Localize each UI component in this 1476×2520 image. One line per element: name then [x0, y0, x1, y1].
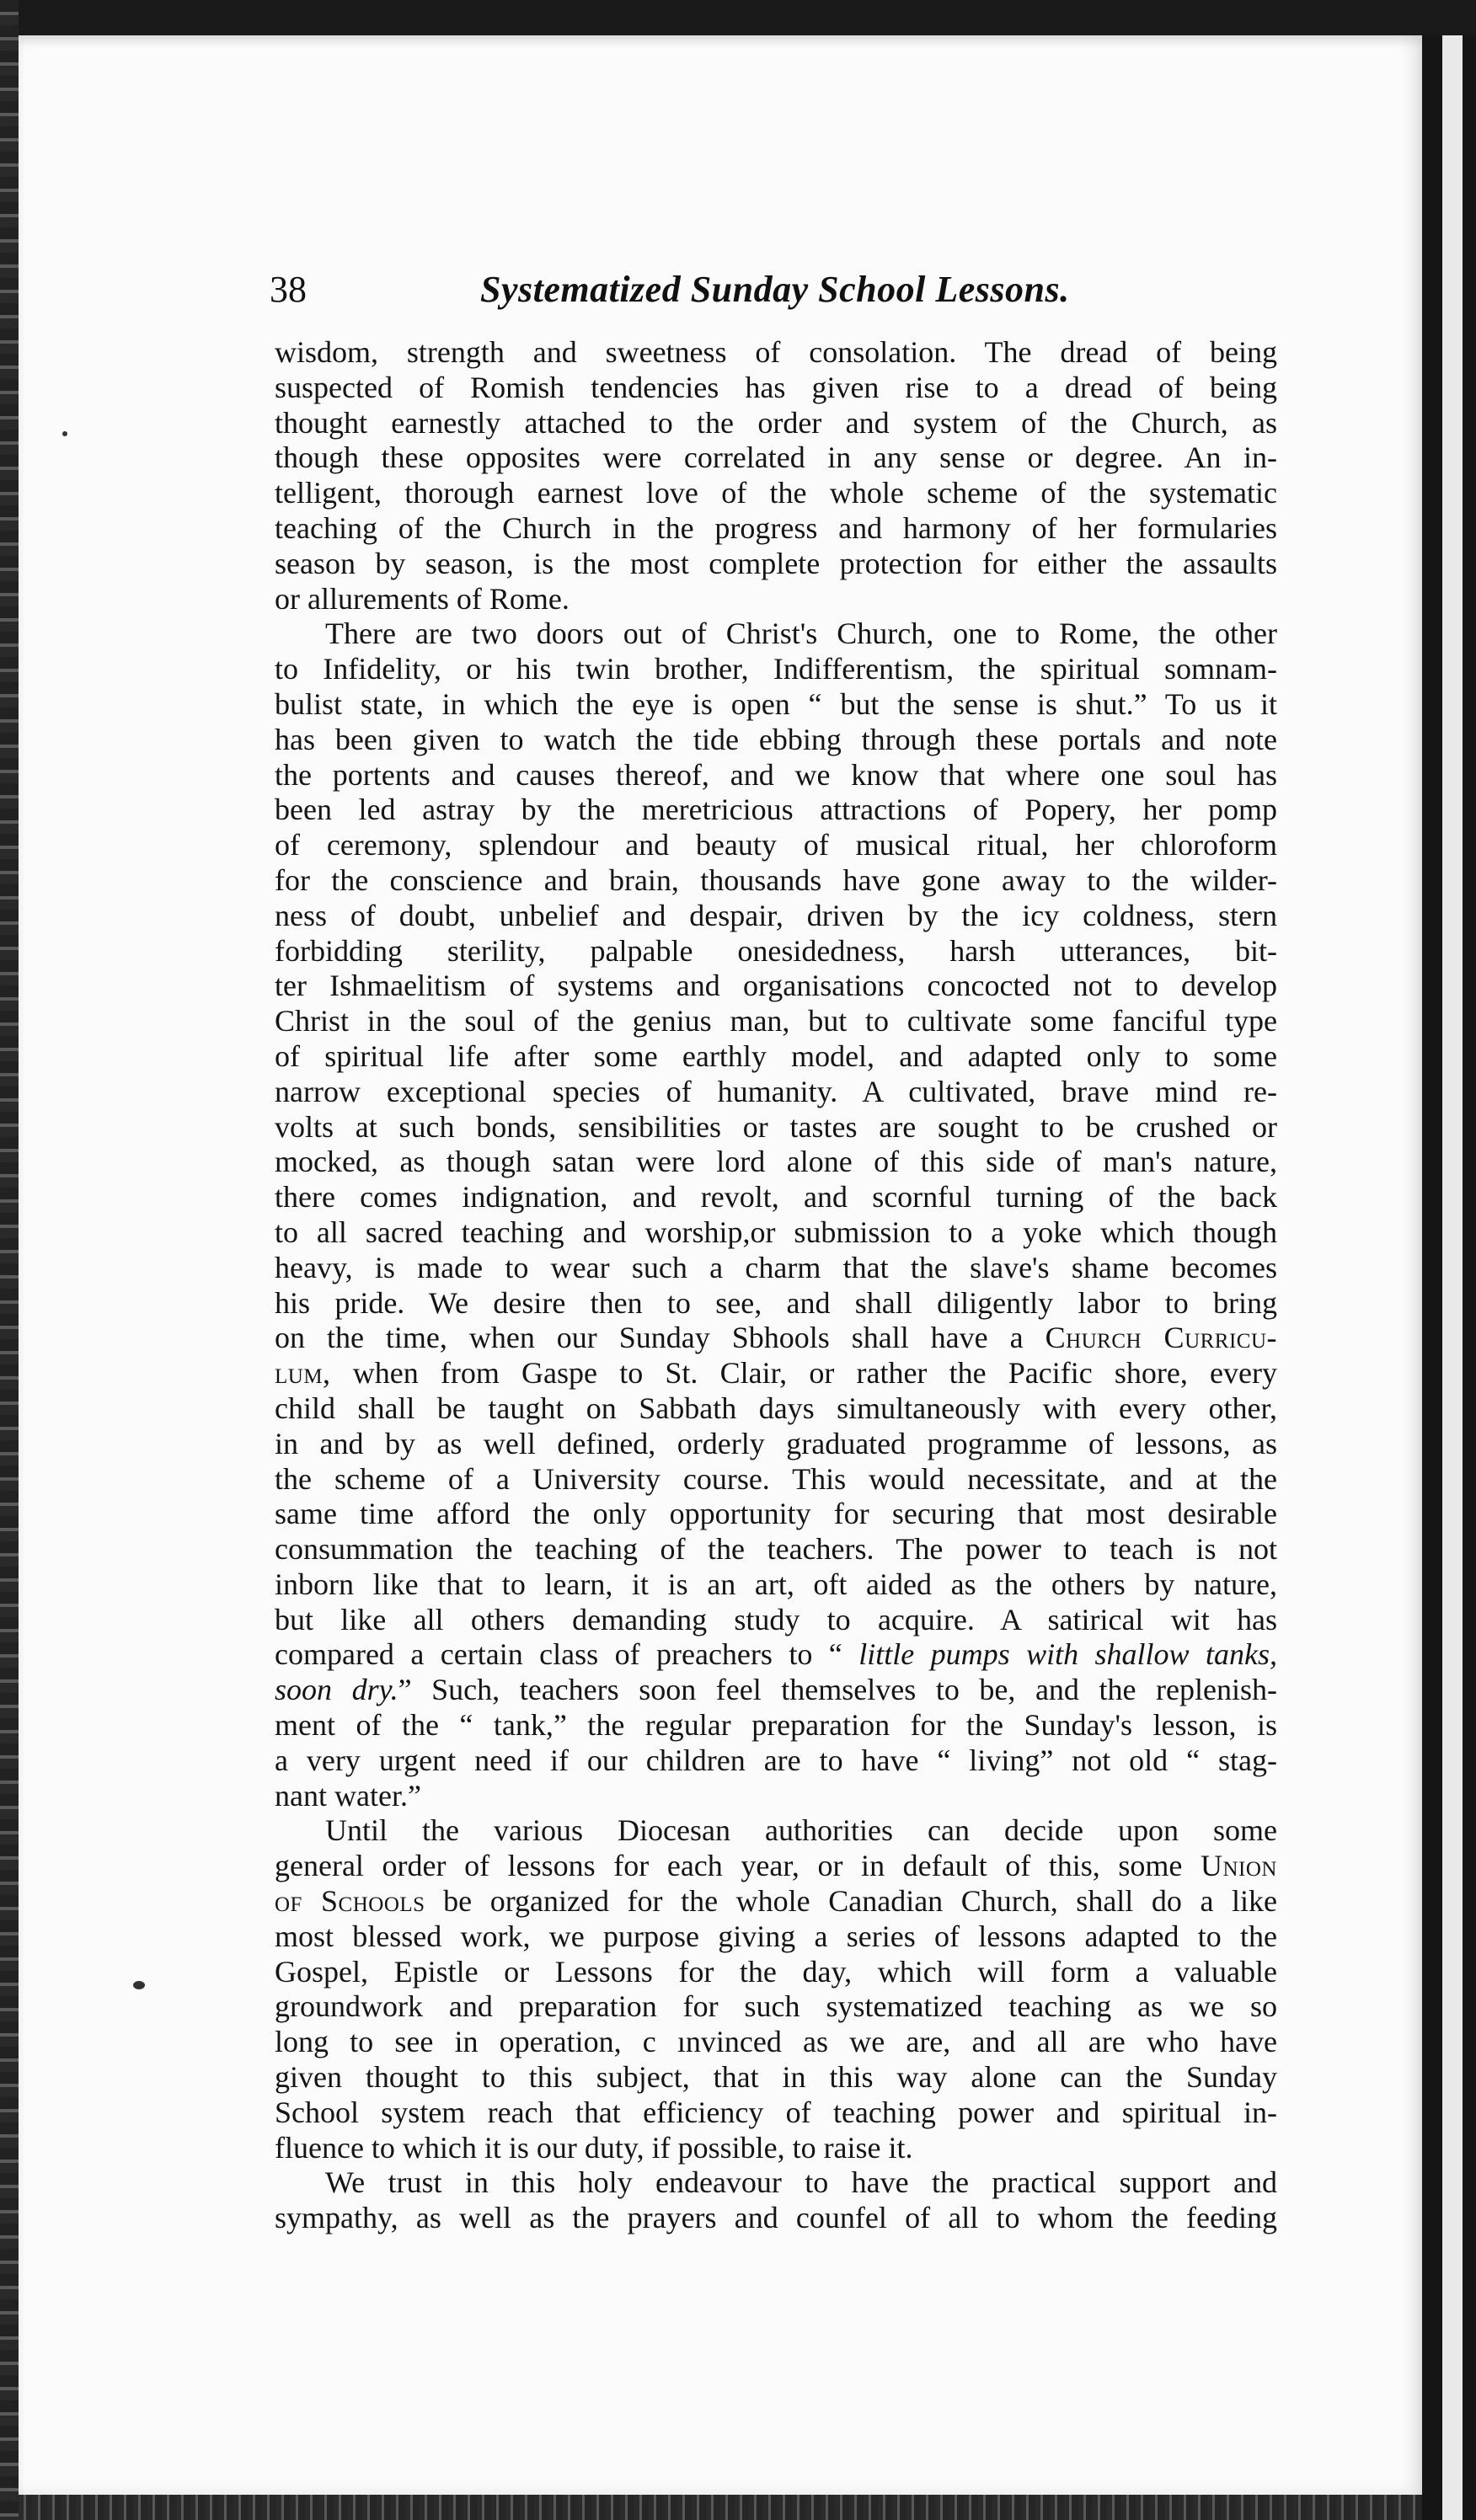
text-line: been led astray by the meretricious attractions of Popery, her pomp [275, 793, 1277, 827]
small-caps-run: Union [1201, 1849, 1277, 1883]
text-line: long to see in operation, c ınvinced as we are, and all are who have [275, 2025, 1277, 2059]
text-line: ter Ishmaelitism of systems and organisations concocted not to develop [275, 969, 1277, 1003]
text-line: season by season, is the most complete protection for either the assaults [275, 546, 1277, 580]
text-line: but like all others demanding study to acquire. A satirical wit has [275, 1602, 1277, 1636]
paragraph-1 [275, 335, 1277, 617]
italic-run: little pumps with shallow tanks, [858, 1637, 1277, 1672]
text-line: heavy, is made to wear such a charm that the slave's shame becomes [275, 1250, 1277, 1284]
page-number: 38 [270, 269, 307, 310]
text-line: has been given to watch the tide ebbing through these portals and note [275, 722, 1277, 756]
text-line: teaching of the Church in the progress and harmony of her formularies [275, 510, 1277, 545]
scan-left-edge [0, 0, 19, 2520]
text-line: given thought to this subject, that in this way alone can the Sunday [275, 2060, 1277, 2095]
text-line: to all sacred teaching and worship,or submission to a yoke which though [275, 1215, 1277, 1249]
small-caps-run: Church Curricu- [1045, 1321, 1278, 1355]
text-line [275, 1637, 1277, 1673]
text-line: consummation the teaching of the teachers. The power to teach is not [275, 1532, 1277, 1567]
text-line: ness of doubt, unbelief and despair, driven by the icy coldness, stern [275, 898, 1277, 932]
text-line: most blessed work, we purpose giving a series of lessons adapted to the [275, 1919, 1277, 1953]
body-text [275, 335, 1277, 2236]
adjacent-page-edge [1442, 35, 1463, 2520]
text-line: the portents and causes thereof, and we know that where one soul has [275, 757, 1277, 792]
paragraph-4 [275, 2165, 1277, 2236]
text-line: there comes indignation, and revolt, and scornful turning of the back [275, 1180, 1277, 1215]
running-head [270, 268, 1281, 318]
text-line: There are two doors out of Christ's Church, one to Rome, the other [325, 617, 1277, 651]
text-line [275, 1884, 1277, 1919]
text-line: of spiritual life after some earthly model, and adapted only to some [275, 1038, 1277, 1073]
text-line: the scheme of a University course. This would necessitate, and at the [275, 1461, 1277, 1496]
small-caps-run: lum, [275, 1356, 331, 1391]
text-line: nant water.” [275, 1778, 421, 1813]
text-line: fluence to which it is our duty, if possible, to raise it. [275, 2130, 913, 2165]
text-line: of ceremony, splendour and beauty of musical ritual, her chloroform [275, 828, 1277, 862]
text-line [275, 1321, 1277, 1356]
ink-speck [133, 1981, 145, 1989]
text-line: ment of the “ tank,” the regular preparation for the Sunday's lesson, is [275, 1708, 1277, 1743]
text-line: or allurements of Rome. [275, 581, 570, 616]
text-run: compared a certain class of preachers to “ [275, 1637, 859, 1672]
text-run: general order of lessons for each year, or in default of this, some [275, 1849, 1201, 1883]
text-line: forbidding sterility, palpable onesidedness, harsh utterances, bit- [275, 933, 1277, 968]
text-run: on the time, when our Sunday Sbhools shall have a [275, 1321, 1046, 1355]
text-line: though these opposites were correlated in any sense or degree. An in- [275, 440, 1277, 475]
scan-top-border [0, 0, 1476, 35]
text-line [275, 1356, 1277, 1391]
text-line: School system reach that efficiency of teaching power and spiritual in- [275, 2095, 1277, 2129]
text-line [275, 1673, 1277, 1708]
text-line: child shall be taught on Sabbath days simultaneously with every other, [275, 1391, 1277, 1425]
text-line: bulist state, in which the eye is open “ but the sense is shut.” To us it [275, 686, 1277, 721]
ink-speck [62, 431, 67, 436]
text-line: suspected of Romish tendencies has given rise to a dread of being [275, 370, 1277, 404]
text-line: volts at such bonds, sensibilities or tastes are sought to be crushed or [275, 1109, 1277, 1144]
scan-bottom-border [19, 2495, 1422, 2520]
small-caps-run: of Schools [275, 1884, 425, 1919]
text-line: mocked, as though satan were lord alone of this side of man's nature, [275, 1145, 1277, 1179]
text-line: wisdom, strength and sweetness of consolation. The dread of being [275, 335, 1277, 369]
text-line: same time afford the only opportunity for securing that most desirable [275, 1497, 1277, 1531]
text-line: Christ in the soul of the genius man, but to cultivate some fanciful type [275, 1004, 1277, 1038]
text-line: narrow exceptional species of humanity. A cultivated, brave mind re- [275, 1074, 1277, 1108]
text-line: Gospel, Epistle or Lessons for the day, which will form a valuable [275, 1954, 1277, 1989]
text-line: for the conscience and brain, thousands have gone away to the wilder- [275, 862, 1277, 897]
text-line: a very urgent need if our children are to have “ living” not old “ stag- [275, 1743, 1277, 1777]
text-line: inborn like that to learn, it is an art, oft aided as the others by nature, [275, 1567, 1277, 1601]
text-line: his pride. We desire then to see, and shall diligently labor to bring [275, 1285, 1277, 1320]
text-run: when from Gaspe to St. Clair, or rather the Pacific shore, every [330, 1356, 1277, 1391]
text-line: We trust in this holy endeavour to have the practical support and [325, 2165, 1277, 2200]
text-line: telligent, thorough earnest love of the whole scheme of the systematic [275, 476, 1277, 510]
text-line [275, 1849, 1277, 1884]
running-title: Systematized Sunday School Lessons. [480, 269, 1070, 310]
paragraph-3 [275, 1813, 1277, 2165]
italic-run: soon dry. [275, 1673, 398, 1707]
text-line: to Infidelity, or his twin brother, Indifferentism, the spiritual somnam- [275, 652, 1277, 686]
text-line: sympathy, as well as the prayers and counfel of all to whom the feeding [275, 2201, 1277, 2235]
text-line: groundwork and preparation for such systematized teaching as we so [275, 1989, 1277, 2024]
paragraph-2 [275, 617, 1277, 1813]
text-line: in and by as well defined, orderly graduated programme of lessons, as [275, 1426, 1277, 1460]
text-line: thought earnestly attached to the order and system of the Church, as [275, 405, 1277, 440]
text-run: ” Such, teachers soon feel themselves to be, and the replenish- [398, 1673, 1278, 1707]
text-line: Until the various Diocesan authorities can decide upon some [325, 1813, 1277, 1848]
text-run: be organized for the whole Canadian Church, shall do a like [425, 1884, 1277, 1919]
